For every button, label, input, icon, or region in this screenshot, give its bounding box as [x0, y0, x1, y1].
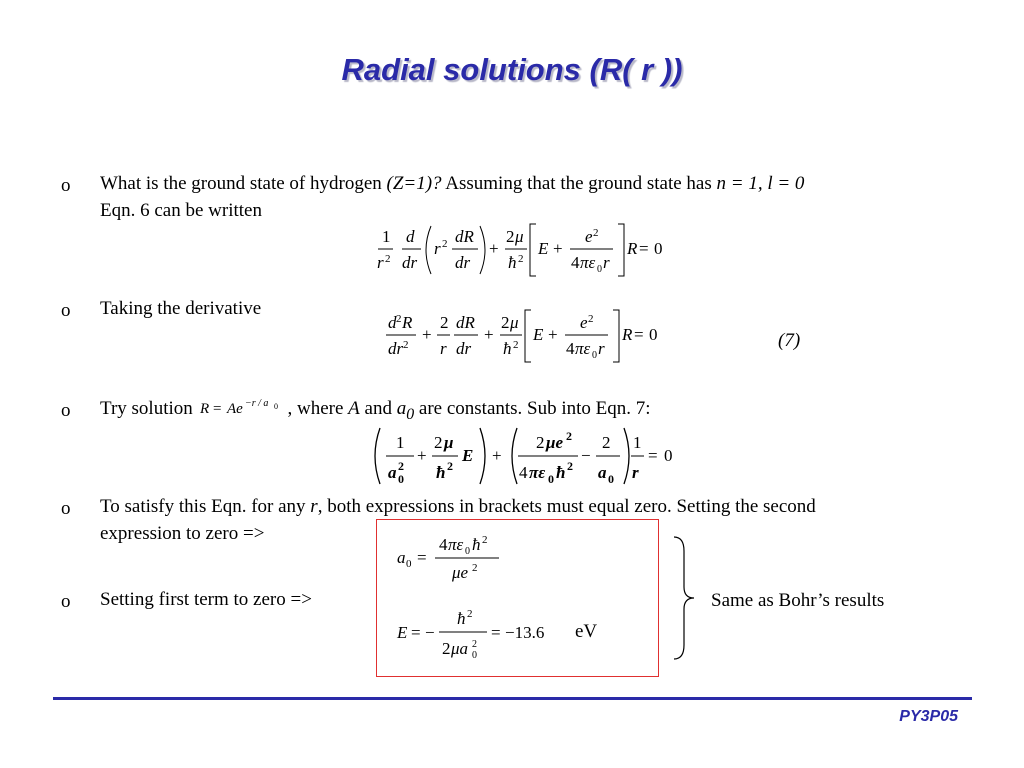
svg-text:4: 4 — [566, 339, 575, 358]
svg-text:E: E — [533, 325, 544, 344]
svg-text:E: E — [397, 623, 408, 642]
svg-text:1: 1 — [396, 433, 405, 452]
svg-text:E: E — [462, 446, 474, 465]
svg-text:1: 1 — [382, 227, 391, 246]
bullet-marker: o — [61, 498, 71, 519]
svg-text:+: + — [553, 239, 563, 258]
bullet-marker: o — [61, 300, 71, 321]
bullet-first-term: Setting first term to zero => — [100, 589, 312, 610]
svg-text:πε: πε — [580, 253, 596, 272]
svg-text:4: 4 — [519, 463, 528, 482]
svg-text:=: = — [634, 325, 644, 344]
svg-text:ħ: ħ — [436, 463, 446, 482]
svg-text:2: 2 — [403, 339, 409, 351]
bullet-text: expression to zero => — [100, 523, 265, 544]
svg-text:2: 2 — [506, 227, 515, 246]
svg-text:r: r — [440, 339, 447, 358]
bullet-text: , both expressions in brackets must equal zero. Setting the second — [317, 496, 816, 517]
svg-text:R: R — [627, 239, 638, 258]
svg-text:+: + — [422, 325, 432, 344]
bullet-text: and — [359, 398, 397, 419]
svg-text:ħ: ħ — [508, 253, 517, 272]
svg-text:ħ: ħ — [503, 339, 512, 358]
svg-text:2: 2 — [447, 459, 453, 473]
svg-text:2: 2 — [440, 313, 449, 332]
equation-number: (7) — [778, 330, 801, 351]
svg-text:=: = — [639, 239, 649, 258]
svg-text:+: + — [417, 446, 427, 465]
svg-text:ħ: ħ — [472, 535, 481, 554]
svg-text:0: 0 — [398, 472, 404, 486]
svg-text:2: 2 — [518, 253, 524, 265]
svg-text:E: E — [538, 239, 549, 258]
bullet-text: are constants. Sub into Eqn. 7: — [414, 398, 651, 419]
svg-text:d: d — [388, 313, 397, 332]
svg-text:2: 2 — [434, 433, 443, 452]
svg-text:−r / a: −r / a — [244, 398, 268, 409]
svg-text:−13.6: −13.6 — [505, 623, 545, 642]
bullet-text-italic: n = 1, l = 0 — [716, 173, 805, 194]
svg-text:μe: μe — [546, 433, 563, 452]
svg-text:μa: μa — [451, 639, 469, 658]
svg-text:2: 2 — [602, 433, 611, 452]
svg-text:dR: dR — [455, 227, 474, 246]
svg-text:0: 0 — [592, 350, 597, 361]
svg-text:=: = — [411, 623, 421, 642]
svg-text:2: 2 — [593, 227, 599, 239]
svg-text:0: 0 — [273, 402, 278, 411]
svg-text:dr: dr — [402, 253, 418, 272]
svg-text:R: R — [199, 401, 209, 417]
svg-text:dR: dR — [456, 313, 475, 332]
svg-text:r: r — [603, 253, 610, 272]
equation-radial — [375, 222, 675, 278]
svg-text:2: 2 — [588, 313, 594, 325]
svg-text:a: a — [397, 548, 406, 567]
bullet-marker: o — [61, 591, 71, 612]
bullet-text-subscript: 0 — [406, 405, 415, 423]
svg-text:0: 0 — [406, 558, 412, 570]
svg-text:2: 2 — [396, 313, 402, 325]
svg-text:d: d — [406, 227, 415, 246]
svg-text:dr: dr — [455, 253, 471, 272]
bullet-text: , where — [287, 398, 349, 419]
svg-text:4: 4 — [571, 253, 580, 272]
equation-bohr-radius — [395, 530, 515, 586]
svg-text:2: 2 — [567, 459, 573, 473]
svg-text:μ: μ — [510, 313, 519, 332]
svg-text:dr: dr — [388, 339, 404, 358]
inline-equation-trial-solution — [198, 396, 288, 418]
bullet-marker: o — [61, 175, 71, 196]
svg-text:R: R — [622, 325, 633, 344]
svg-text:=: = — [212, 401, 221, 417]
equation-7 — [383, 308, 673, 364]
svg-text:0: 0 — [649, 325, 658, 344]
equation-substituted — [370, 425, 680, 487]
svg-text:μe: μe — [452, 563, 469, 582]
svg-text:e: e — [585, 227, 593, 246]
bullet-text: Try solution — [100, 398, 198, 419]
svg-text:2: 2 — [442, 238, 448, 250]
svg-text:r: r — [632, 463, 639, 482]
svg-text:2: 2 — [482, 534, 488, 546]
svg-text:a: a — [388, 463, 397, 482]
svg-text:0: 0 — [597, 264, 602, 275]
svg-text:r: r — [598, 339, 605, 358]
energy-unit: eV — [575, 621, 598, 642]
svg-text:πε: πε — [448, 535, 464, 554]
bullet-marker: o — [61, 400, 71, 421]
right-brace — [672, 535, 696, 661]
svg-text:+: + — [489, 239, 499, 258]
svg-text:2: 2 — [467, 608, 473, 620]
svg-text:e: e — [580, 313, 588, 332]
bullet-try-solution — [100, 395, 980, 428]
bohr-comparison-note: Same as Bohr’s results — [711, 590, 885, 611]
svg-text:2: 2 — [398, 459, 404, 473]
svg-text:2: 2 — [501, 313, 510, 332]
slide-title: Radial solutions (R( r )) — [341, 52, 683, 87]
svg-text:0: 0 — [465, 546, 470, 557]
svg-text:r: r — [434, 239, 441, 258]
bullet-text: Assuming that the ground state has — [441, 173, 717, 194]
svg-text:1: 1 — [633, 433, 642, 452]
svg-text:ħ: ħ — [457, 609, 466, 628]
bullet-text-italic: A — [348, 398, 360, 419]
svg-text:2: 2 — [442, 639, 451, 658]
svg-text:0: 0 — [608, 472, 614, 486]
svg-text:r: r — [377, 253, 384, 272]
bullet-text: Eqn. 6 can be written — [100, 200, 262, 221]
svg-text:=: = — [491, 623, 501, 642]
svg-text:0: 0 — [654, 239, 663, 258]
svg-text:0: 0 — [664, 446, 673, 465]
svg-text:=: = — [648, 446, 658, 465]
svg-text:μ: μ — [444, 433, 454, 452]
course-code: PY3P05 — [899, 708, 958, 725]
svg-text:2: 2 — [472, 639, 477, 650]
svg-text:0: 0 — [472, 650, 477, 661]
svg-text:2: 2 — [472, 562, 478, 574]
svg-text:2: 2 — [536, 433, 545, 452]
svg-text:a: a — [598, 463, 607, 482]
bullet-derivative: Taking the derivative — [100, 298, 262, 319]
svg-text:=: = — [417, 548, 427, 567]
svg-text:0: 0 — [548, 472, 554, 486]
svg-text:ħ: ħ — [556, 463, 566, 482]
svg-text:+: + — [492, 446, 502, 465]
svg-text:πε: πε — [529, 463, 546, 482]
svg-text:+: + — [484, 325, 494, 344]
svg-text:2: 2 — [566, 429, 572, 443]
svg-text:πε: πε — [575, 339, 591, 358]
bullet-text-italic: r — [310, 496, 318, 517]
bullet-text: What is the ground state of hydrogen — [100, 173, 387, 194]
bullet-text-italic: (Z=1)? — [386, 173, 442, 194]
svg-text:−: − — [581, 446, 591, 465]
svg-text:−: − — [425, 623, 435, 642]
footer-divider — [53, 697, 972, 700]
bullet-text-italic: a — [396, 398, 407, 419]
svg-text:dr: dr — [456, 339, 472, 358]
bullet-ground-state — [100, 170, 980, 224]
svg-text:2: 2 — [513, 339, 519, 351]
svg-text:μ: μ — [515, 227, 524, 246]
bullet-text: To satisfy this Eqn. for any — [100, 496, 311, 517]
svg-text:Ae: Ae — [226, 401, 243, 417]
svg-text:+: + — [548, 325, 558, 344]
svg-text:R: R — [402, 313, 413, 332]
equation-ground-energy — [395, 604, 570, 664]
svg-text:4: 4 — [439, 535, 448, 554]
svg-text:2: 2 — [385, 253, 391, 265]
